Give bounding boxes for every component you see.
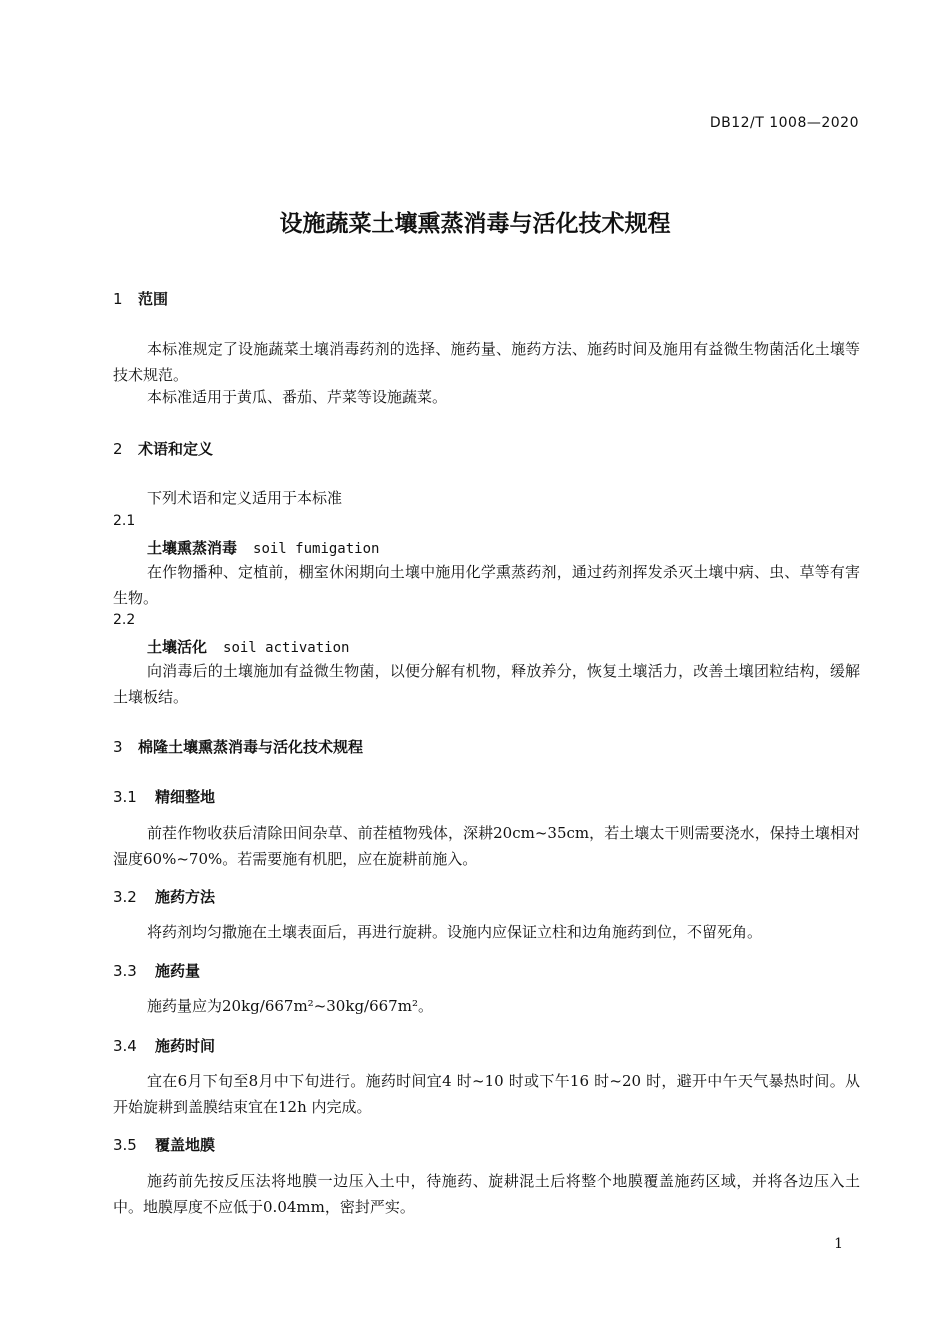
section-title: 术语和定义 bbox=[138, 440, 214, 458]
section-2-intro: 下列术语和定义适用于本标准 bbox=[147, 489, 343, 507]
term-2-1-definition: 在作物播种、定植前，棚室休闲期向土壤中施用化学熏蒸药剂，通过药剂挥发杀灭土壤中病、虫、草等有害生物。 bbox=[113, 563, 860, 607]
section-title: 棉隆土壤熏蒸消毒与活化技术规程 bbox=[138, 738, 364, 756]
standard-code: DB12/T 1008—2020 bbox=[709, 115, 859, 131]
term-2-2-definition: 向消毒后的土壤施加有益微生物菌，以便分解有机物，释放养分，恢复土壤活力，改善土壤团粒结构，缓解土壤板结。 bbox=[113, 662, 860, 706]
section-1-paragraph-2: 本标准适用于黄瓜、番茄、芹菜等设施蔬菜。 bbox=[147, 388, 448, 406]
subsection-title: 施药量 bbox=[155, 962, 201, 980]
subsection-3-3-heading bbox=[113, 960, 200, 981]
term-2-1-number: 2.1 bbox=[113, 513, 136, 529]
section-1-paragraph-1: 本标准规定了设施蔬菜土壤消毒药剂的选择、施药量、施药方法、施药时间及施用有益微生物菌活化土壤等技术规范。 bbox=[113, 340, 860, 384]
document-title: 设施蔬菜土壤熏蒸消毒与活化技术规程 bbox=[279, 211, 671, 237]
subsection-3-4-heading bbox=[113, 1035, 215, 1056]
subsection-3-5-text: 施药前先按反压法将地膜一边压入土中，待施药、旋耕混土后将整个地膜覆盖施药区域，并将各边压入土中。地膜厚度不应低于0.04mm，密封严实。 bbox=[113, 1172, 860, 1216]
subsection-3-3-text: 施药量应为20kg/667m²~30kg/667m²。 bbox=[147, 997, 433, 1015]
section-number: 1 bbox=[113, 290, 123, 308]
subsection-number: 3.4 bbox=[113, 1037, 137, 1055]
subsection-3-2-heading bbox=[113, 886, 215, 907]
subsection-3-1-text: 前茬作物收获后清除田间杂草、前茬植物残体，深耕20cm~35cm，若土壤太干则需要浇水，保持土壤相对湿度60%~70%。若需要施有机肥，应在旋耕前施入。 bbox=[113, 824, 860, 868]
section-number: 2 bbox=[113, 440, 123, 458]
term-english: soil activation bbox=[223, 640, 350, 656]
term-2-1 bbox=[147, 537, 379, 558]
section-2-heading bbox=[113, 438, 213, 459]
subsection-3-1-heading bbox=[113, 786, 215, 807]
subsection-3-2-text: 将药剂均匀撒施在土壤表面后，再进行旋耕。设施内应保证立柱和边角施药到位，不留死角。 bbox=[147, 923, 763, 941]
subsection-3-5-heading bbox=[113, 1134, 215, 1155]
section-3-heading bbox=[113, 736, 363, 757]
term-2-2 bbox=[147, 636, 349, 657]
subsection-number: 3.2 bbox=[113, 888, 137, 906]
subsection-number: 3.1 bbox=[113, 788, 137, 806]
subsection-title: 覆盖地膜 bbox=[155, 1136, 216, 1154]
subsection-number: 3.5 bbox=[113, 1136, 137, 1154]
page-number: 1 bbox=[834, 1236, 843, 1252]
section-1-heading bbox=[113, 288, 168, 309]
section-title: 范围 bbox=[138, 290, 169, 308]
subsection-title: 施药方法 bbox=[155, 888, 216, 906]
term-english: soil fumigation bbox=[253, 541, 380, 557]
subsection-title: 精细整地 bbox=[155, 788, 216, 806]
subsection-number: 3.3 bbox=[113, 962, 137, 980]
subsection-3-4-text: 宜在6月下旬至8月中下旬进行。施药时间宜4 时~10 时或下午16 时~20 时，避开中午天气暴热时间。从开始旋耕到盖膜结束宜在12h 内完成。 bbox=[113, 1072, 860, 1116]
term-2-2-number: 2.2 bbox=[113, 612, 136, 628]
subsection-title: 施药时间 bbox=[155, 1037, 216, 1055]
term-name: 土壤活化 bbox=[147, 638, 208, 656]
term-name: 土壤熏蒸消毒 bbox=[147, 539, 238, 557]
section-number: 3 bbox=[113, 738, 123, 756]
